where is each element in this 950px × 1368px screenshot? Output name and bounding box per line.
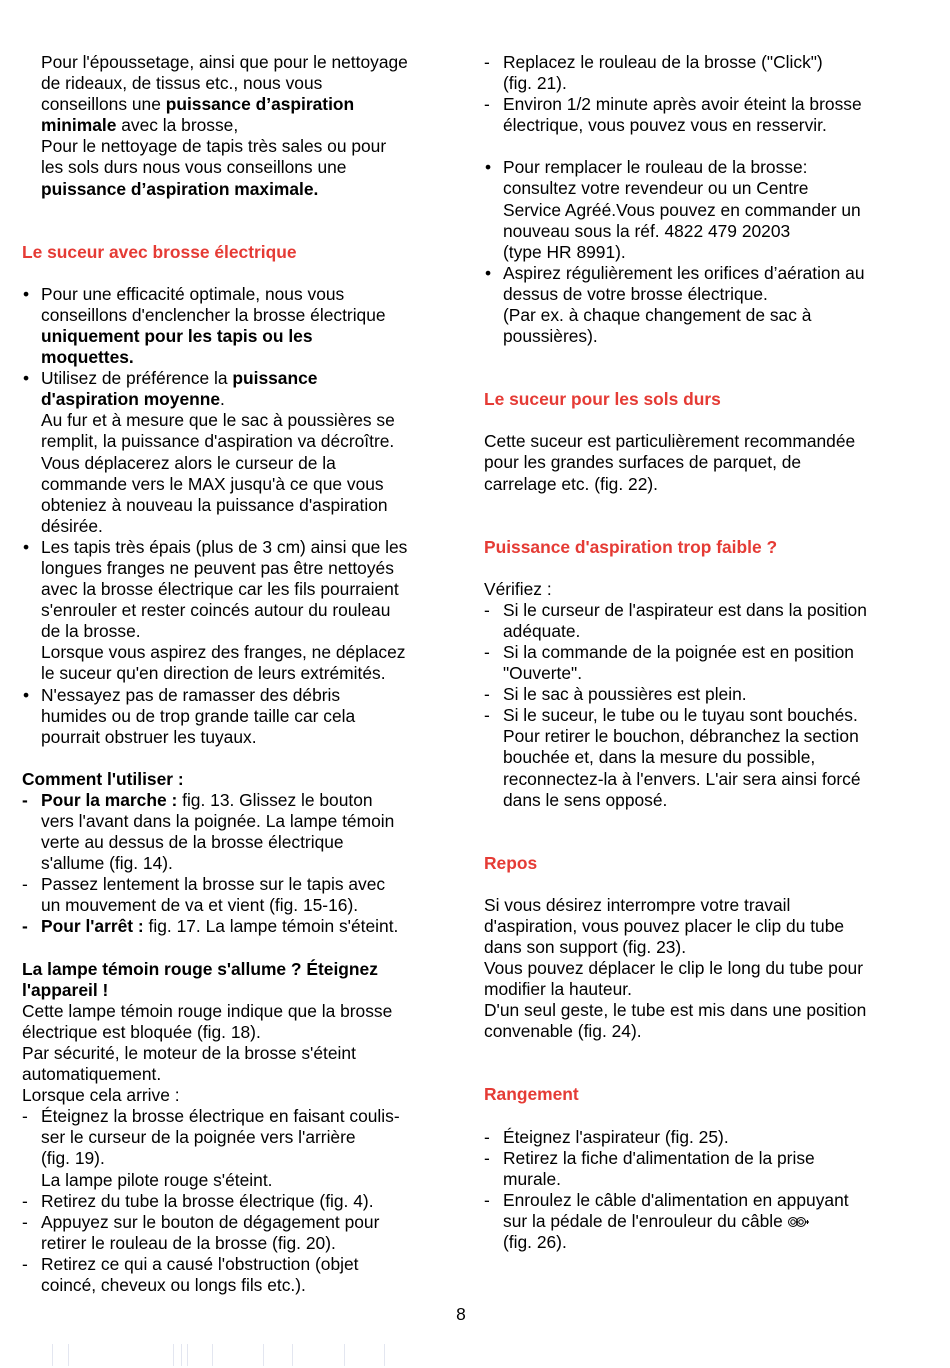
list-item: - Retirez du tube la brosse électrique (fig. 4). [22,1190,374,1211]
list-item: - Retirez ce qui a causé l'obstruction (objet coincé, cheveux ou longs fils etc.). [22,1253,359,1295]
text-line: Vérifiez : [484,578,552,599]
section-heading-storage: Rangement [484,1084,579,1105]
list-item: - Enroulez le câble d'alimentation en appuyant sur la pédale de l'enrouleur du câble (fig. 26). [484,1189,849,1253]
list-item: - Pour l'arrêt : fig. 17. La lampe témoin s'éteint. [22,916,399,937]
scan-marks [0,1344,950,1368]
dash-marker: - [484,684,490,705]
list-item: - Replacez le rouleau de la brosse ("Click") (fig. 21). [484,52,823,94]
list-item: - Retirez la fiche d'alimentation de la prise murale. [484,1147,815,1189]
dash-marker: - [22,916,28,937]
list-item: • Pour une efficacité optimale, nous vous conseillons d'enclencher la brosse électrique uniquement pour les tapis ou les moquettes. [23,283,386,368]
section-heading-hard-floor: Le suceur pour les sols durs [484,389,721,410]
right-column [484,52,904,1253]
list-item: • Les tapis très épais (plus de 3 cm) ainsi que les longues franges ne peuvent pas être nettoyés avec la brosse électrique car les fils pourraient s'enrouler et rester coincés autour du rouleau de la brosse. Lorsque vous aspirez des franges, ne déplacez le suceur qu'en direction de leurs extrémités. [23,536,408,684]
dash-marker: - [484,1147,490,1168]
list-item: • Aspirez régulièrement les orifices d’aération au dessus de votre brosse électrique. (Par ex. à chaque changement de sac à poussières). [485,262,865,347]
list-item: - Passez lentement la brosse sur le tapis avec un mouvement de va et vient (fig. 15-16). [22,874,386,916]
bullet-icon: • [23,536,30,557]
dash-marker: - [22,1211,28,1232]
list-item: - Pour la marche : fig. 13. Glissez le bouton vers l'avant dans la poignée. La lampe témoin verte au dessus de la brosse électrique s'allume (fig. 14). [22,789,395,874]
text-line: les sols durs nous vous conseillons une [41,157,347,178]
list-item: - Si la commande de la poignée est en position "Ouverte". [484,641,854,684]
bullet-icon: • [23,283,30,304]
list-item: - Éteignez l'aspirateur (fig. 25). [484,1126,729,1147]
dash-marker: - [484,1126,490,1147]
list-item: - Environ 1/2 minute après avoir éteint la brosse électrique, vous pouvez vous en resservir. [484,94,862,136]
section-heading-rest: Repos [484,852,538,873]
red-lamp-paragraph: Cette lampe témoin rouge indique que la brosse électrique est bloquée (fig. 18). Par sécurité, le moteur de la brosse s'éteint automatiquement. Lorsque cela arrive : [22,1000,393,1106]
dash-marker: - [22,789,28,810]
left-column [22,52,447,1296]
section-heading-weak-suction: Puissance d'aspiration trop faible ? [484,536,778,557]
text-line: minimale avec la brosse, [41,115,239,136]
hard-floor-paragraph: Cette suceur est particulièrement recommandée pour les grandes surfaces de parquet, de carrelage etc. (fig. 22). [484,431,856,494]
page-number: 8 [456,1304,466,1324]
rest-paragraph: Si vous désirez interrompre votre travail d'aspiration, vous pouvez placer le clip du tube dans son support (fig. 23). Vous pouvez déplacer le clip le long du tube pour modifier la hauteur. D'un seul geste, le tube est mis dans une position convenable (fig. 24). [484,894,867,1042]
dash-marker: - [484,705,490,726]
cable-reel-icon [788,1216,810,1228]
dash-marker: - [22,1190,28,1211]
section-heading-electric-brush: Le suceur avec brosse électrique [22,241,297,262]
list-item: • Pour remplacer le rouleau de la brosse: consultez votre revendeur ou un Centre Service Agréé.Vous pouvez en commander un nouveau sous la réf. 4822 479 20203 (type HR 8991). [485,157,861,262]
dash-marker: - [484,641,490,662]
bullet-icon: • [485,262,492,283]
list-item: • N'essayez pas de ramasser des débris humides ou de trop grande taille car cela pourrait obstruer les tuyaux. [23,684,356,747]
dash-marker: - [484,52,490,72]
dash-marker: - [22,1253,28,1274]
usage-title: Comment l'utiliser : [22,768,184,789]
text-line: de rideaux, de tissus etc., nous vous [41,73,323,94]
list-item: - Si le sac à poussières est plein. [484,684,747,705]
dash-marker: - [484,94,490,115]
text-line: conseillons une puissance d’aspiration [41,94,355,115]
list-item: • Utilisez de préférence la puissance d'aspiration moyenne. Au fur et à mesure que le sac à poussières se remplit, la puissance d'aspiration va décroître. Vous déplacerez alors le curseur de la commande vers le MAX jusqu'à ce que vous obteniez à nouveau la puissance d'aspiration désirée. [23,368,395,536]
bullet-icon: • [485,157,492,178]
intro-paragraph [22,52,447,200]
text-line: puissance d’aspiration maximale. [41,178,319,199]
dash-marker: - [22,874,28,895]
list-item: - Si le suceur, le tube ou le tuyau sont bouchés. Pour retirer le bouchon, débranchez la section bouchée et, dans la mesure du possible, reconnectez-la à l'envers. L'air sera ainsi forcé dans le sens opposé. [484,705,861,810]
red-lamp-title: La lampe témoin rouge s'allume ? Éteignez l'appareil ! [22,958,378,1000]
list-item: - Si le curseur de l'aspirateur est dans la position adéquate. [484,599,867,641]
dash-marker: - [22,1106,28,1127]
text-line: Pour le nettoyage de tapis très sales ou pour [41,136,387,157]
bullet-icon: • [23,368,30,389]
list-item: - Appuyez sur le bouton de dégagement pour retirer le rouleau de la brosse (fig. 20). [22,1211,380,1253]
text-line: Pour l'époussetage, ainsi que pour le nettoyage [41,52,408,72]
dash-marker: - [484,1189,490,1210]
bullet-icon: • [23,684,30,705]
dash-marker: - [484,599,490,620]
list-item: - Éteignez la brosse électrique en faisant coulis- ser le curseur de la poignée vers l'arrière (fig. 19). La lampe pilote rouge s'éteint. [22,1106,400,1190]
